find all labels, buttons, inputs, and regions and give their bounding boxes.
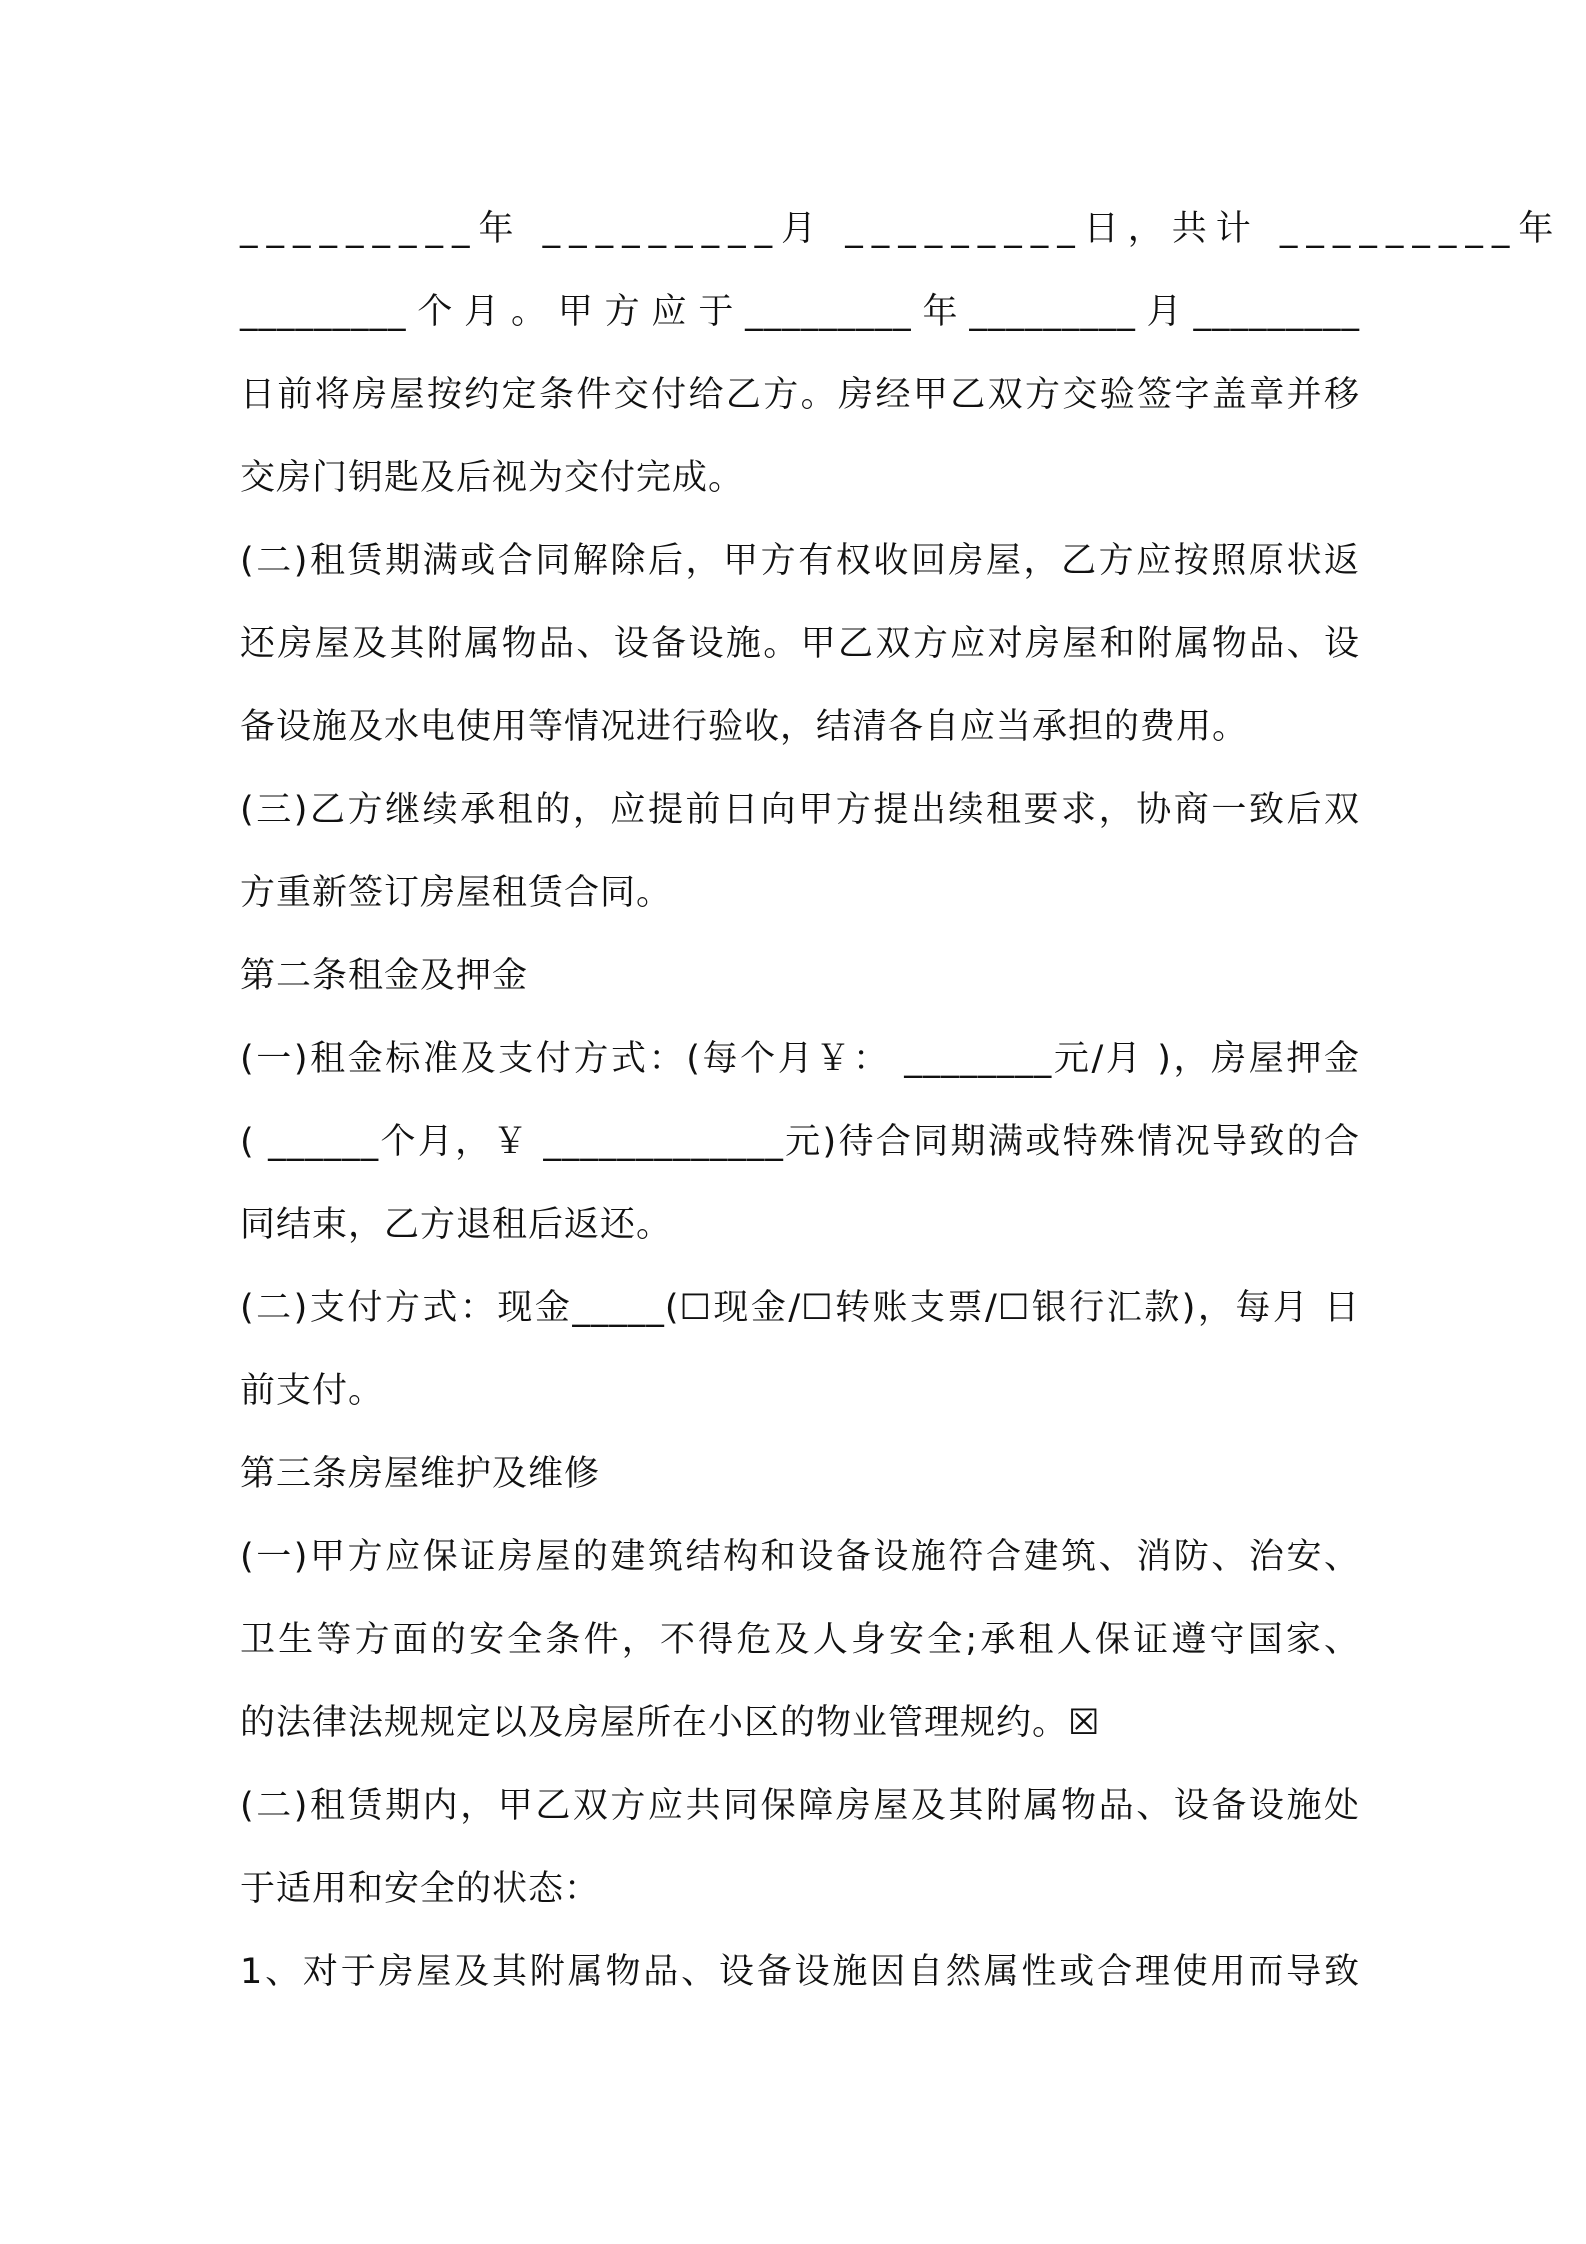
text-line-15: 前支付。 <box>240 1371 385 1411</box>
text-line-21: 于适用和安全的状态： <box>240 1869 601 1909</box>
text-line-20: (二)租赁期内，甲乙双方应共同保障房屋及其附属物品、设备设施处 <box>240 1786 1360 1826</box>
text-line-19: 的法律法规规定以及房屋所在小区的物业管理规约。☒ <box>240 1703 1101 1743</box>
text-line-22: 1、对于房屋及其附属物品、设备设施因自然属性或合理使用而导致 <box>240 1952 1360 1992</box>
text-line-18: 卫生等方面的安全条件，不得危及人身安全;承租人保证遵守国家、 <box>240 1620 1360 1660</box>
text-line-7: 备设施及水电使用等情况进行验收，结清各自应当承担的费用。 <box>240 707 1249 747</box>
text-line-6: 还房屋及其附属物品、设备设施。甲乙双方应对房屋和附属物品、设 <box>240 624 1360 664</box>
text-line-13: 同结束，乙方退租后返还。 <box>240 1205 673 1245</box>
text-line-14: (二)支付方式：现金_____(☐现金/☐转账支票/☐银行汇款)，每月 日 <box>240 1288 1360 1328</box>
text-line-8: (三)乙方继续承租的，应提前日向甲方提出续租要求，协商一致后双 <box>240 790 1360 830</box>
text-line-9: 方重新签订房屋租赁合同。 <box>240 873 673 913</box>
section-heading-rent-deposit: 第二条租金及押金 <box>240 956 529 996</box>
text-line-4: 交房门钥匙及后视为交付完成。 <box>240 458 745 498</box>
text-line-2: _________个月。甲方应于_________年_________月_________ <box>240 292 1360 332</box>
text-line-1: _________年 _________月 _________日，共计 _________年 <box>240 209 1563 249</box>
text-line-17: (一)甲方应保证房屋的建筑结构和设备设施符合建筑、消防、治安、 <box>240 1537 1360 1577</box>
text-line-3: 日前将房屋按约定条件交付给乙方。房经甲乙双方交验签字盖章并移 <box>240 375 1360 415</box>
text-line-12: ( ______个月，￥ _____________元)待合同期满或特殊情况导致的合 <box>240 1122 1360 1162</box>
text-line-11: (一)租金标准及支付方式：(每个月￥： ________元/月 )，房屋押金 <box>240 1039 1360 1079</box>
text-line-5: (二)租赁期满或合同解除后，甲方有权收回房屋，乙方应按照原状返 <box>240 541 1360 581</box>
section-heading-maintenance: 第三条房屋维护及维修 <box>240 1454 601 1494</box>
